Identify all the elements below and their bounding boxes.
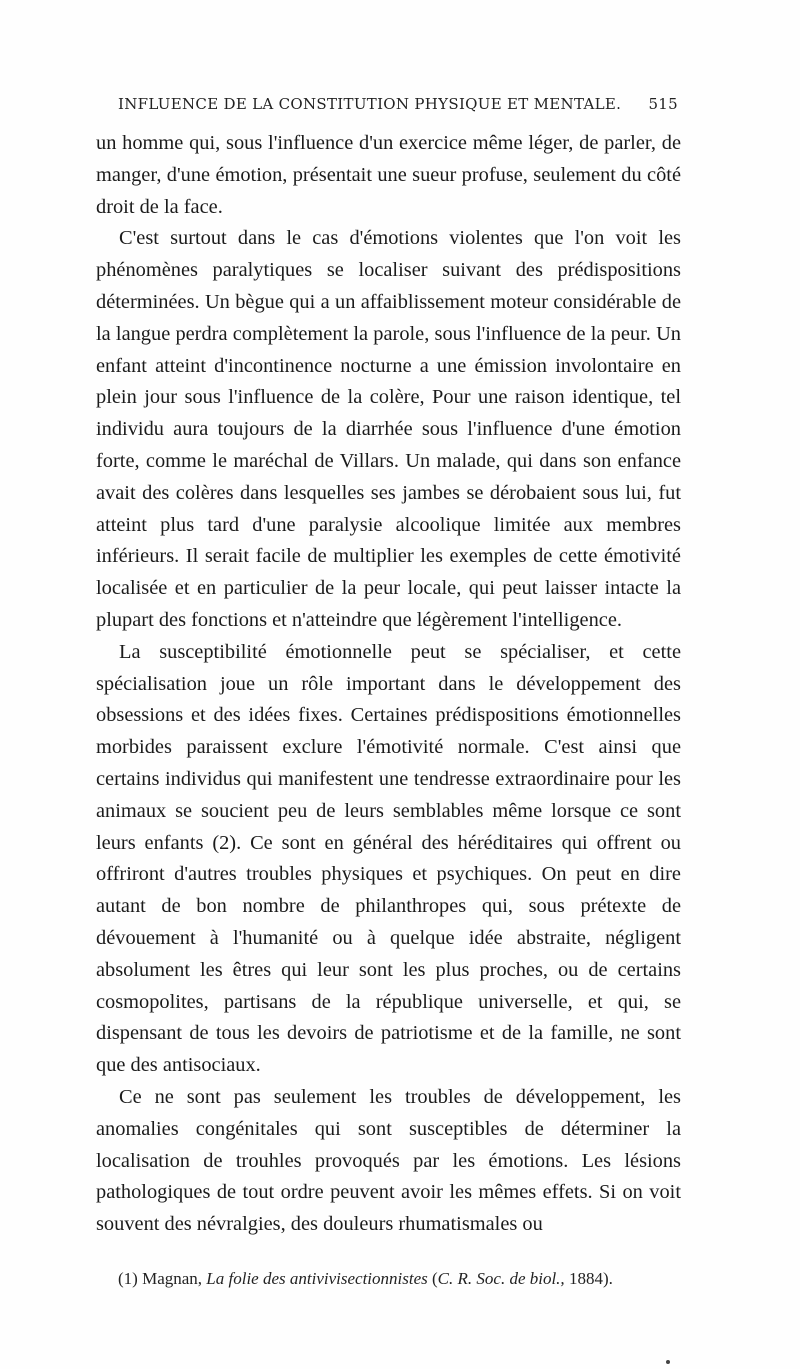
body-text <box>96 128 681 1241</box>
paragraph: La susceptibilité émotionnelle peut se spécialiser, et cette spécialisation joue un rôle important dans le développement des obsessions et des idées fixes. Certaines prédispositions émotionnelles morbides paraissent exclure l'émotivité normale. C'est ainsi que certains individus qui manifestent une tendresse extraordinaire pour les animaux se soucient peu de leurs semblables même lorsque ce sont leurs enfants (2). Ce sont en général des héréditaires qui offrent ou offriront d'autres troubles physiques et psychiques. On peut en dire autant de bon nombre de philanthropes qui, sous prétexte de dévouement à l'humanité ou à quelque idée abstraite, négligent absolument les êtres qui leur sont les plus proches, ou de certains cosmopolites, partisans de la république universelle, et qui, se dispensant de tous les devoirs de patriotisme et de la famille, ne sont que des antisociaux. <box>96 640 681 1077</box>
ink-speck <box>666 1360 670 1364</box>
footnote-title: La folie des antivivisectionnistes <box>206 1269 428 1288</box>
footnote-year: 1884). <box>568 1269 613 1288</box>
paragraph-continuation: un homme qui, sous l'influence d'un exercice même léger, de parler, de manger, d'une émotion, présentait une sueur profuse, seulement du côté droit de la face. <box>96 132 681 218</box>
paragraph: Ce ne sont pas seulement les troubles de développement, les anomalies congénitales qui sont susceptibles de déterminer la localisation de trouhles provoqués par les émotions. Les lésions pathologiques de tout ordre peuvent avoir les mêmes effets. Si on voit souvent des névralgies, des douleurs rhumatismales ou <box>96 1085 681 1236</box>
running-header-title: INFLUENCE DE LA CONSTITUTION PHYSIQUE ET MENTALE. <box>118 95 622 113</box>
footnote <box>118 1268 688 1290</box>
footnote-marker: (1) <box>118 1269 138 1288</box>
page-number: 515 <box>648 95 678 113</box>
paragraph: C'est surtout dans le cas d'émotions violentes que l'on voit les phénomènes paralytiques se localiser suivant des prédispositions déterminées. Un bègue qui a un affaiblissement moteur considérable de la langue perdra complètement la parole, sous l'influence de la peur. Un enfant atteint d'incontinence nocturne a une émission involontaire en plein jour sous l'influence de la colère, Pour une raison identique, tel individu aura toujours de la diarrhée sous l'influence d'une émotion forte, comme le maréchal de Villars. Un malade, qui dans son enfance avait des colères dans lesquelles ses jambes se dérobaient sous lui, fut atteint plus tard d'une paralysie alcoolique limitée aux membres inférieurs. Il serait facile de multiplier les exemples de cette émotivité localisée et en particulier de la peur locale, qui peut laisser intacte la plupart des fonctions et n'atteindre que légèrement l'intelligence. <box>96 227 681 631</box>
footnote-author: Magnan, <box>142 1269 203 1288</box>
footnote-source: C. R. Soc. de biol., <box>437 1269 565 1288</box>
footnote-source-open: ( <box>432 1269 438 1288</box>
